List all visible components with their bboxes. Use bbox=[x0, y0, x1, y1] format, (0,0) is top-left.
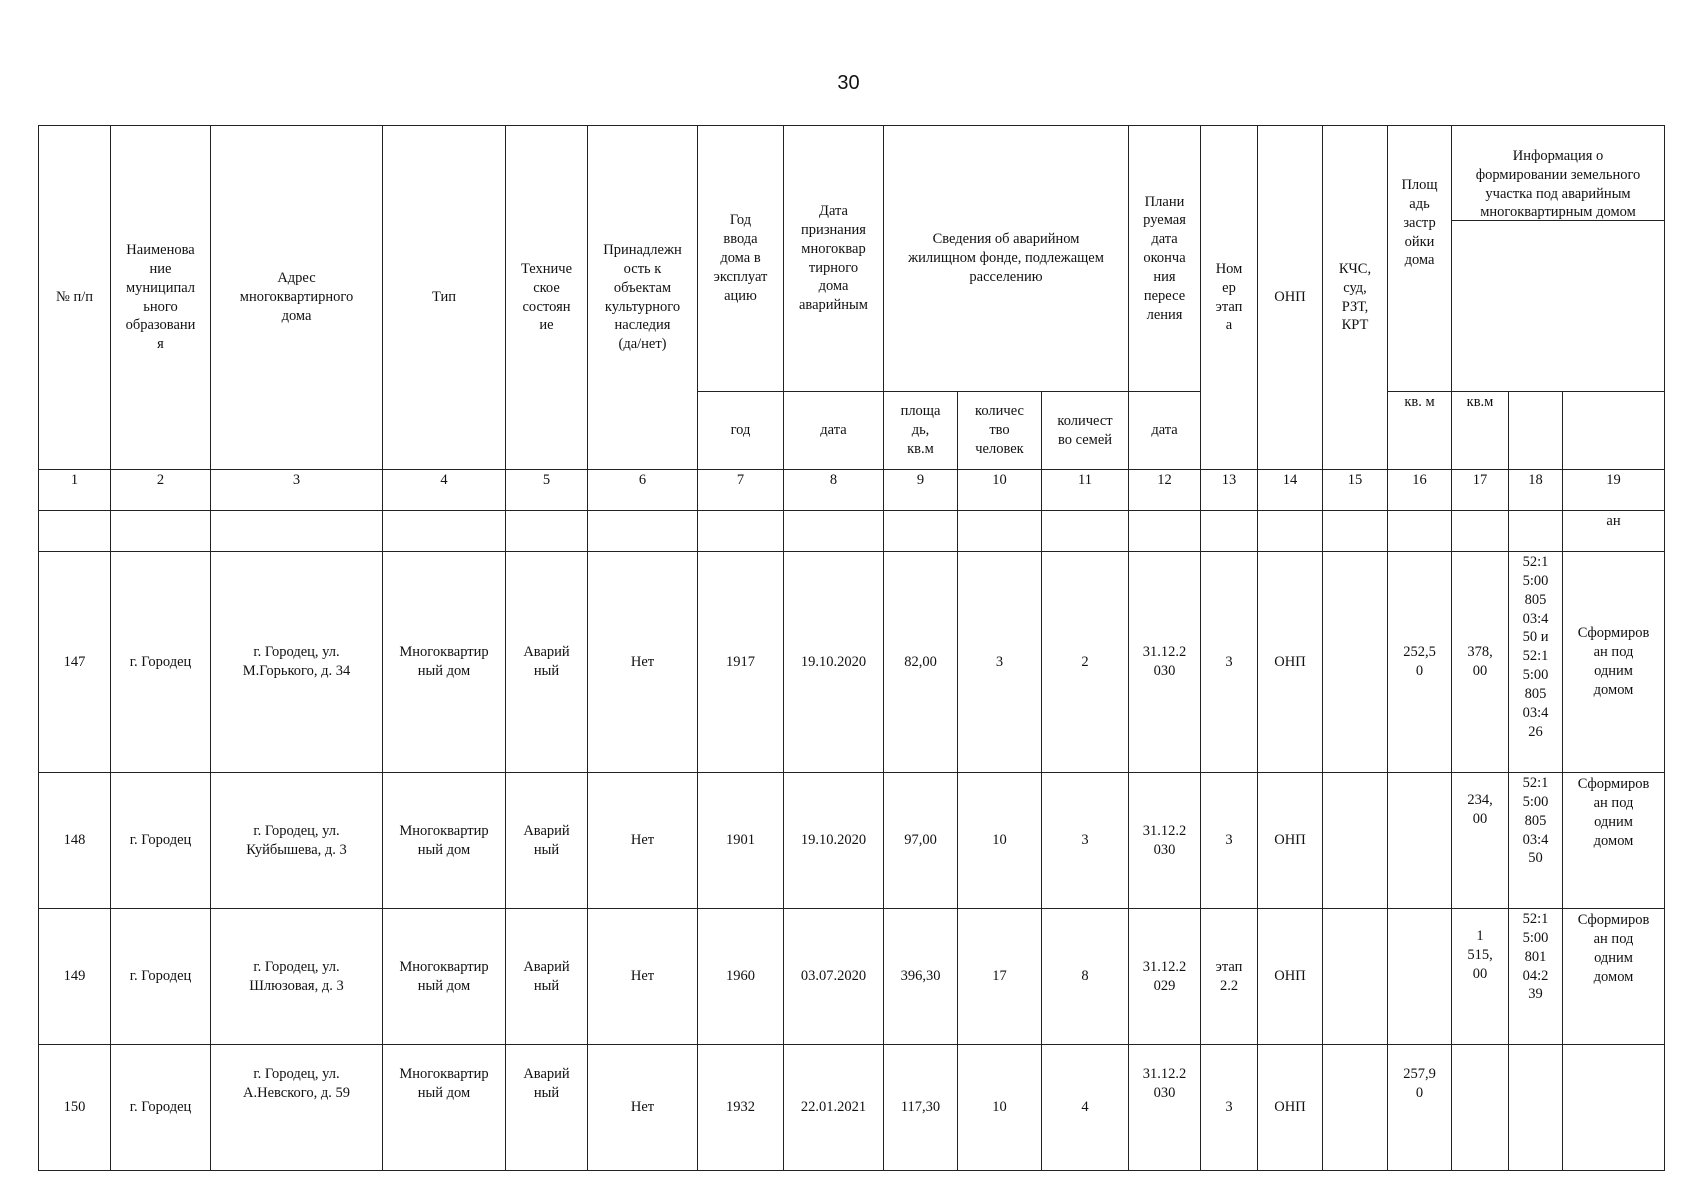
cell-num: 147 bbox=[39, 552, 111, 773]
cell-num: 150 bbox=[39, 1045, 111, 1171]
header-recognition-date: Дата признания многоквар тирного дома аварийным bbox=[784, 126, 884, 392]
header-technical-state: Техниче ское состоян ие bbox=[506, 126, 588, 470]
cell-people: 17 bbox=[958, 909, 1042, 1045]
cell-heritage: Нет bbox=[588, 773, 698, 909]
column-number: 14 bbox=[1258, 470, 1323, 511]
header-num: № п/п bbox=[39, 126, 111, 470]
cell-municipality: г. Городец bbox=[111, 773, 211, 909]
cell-heritage: Нет bbox=[588, 909, 698, 1045]
cell-end-date: 31.12.2 030 bbox=[1129, 552, 1201, 773]
cell-cadastral: 52:1 5:00 801 04:2 39 bbox=[1509, 909, 1563, 1045]
header-heritage: Принадлежн ость к объектам культурного наследия (да/нет) bbox=[588, 126, 698, 470]
header-planned-date: Плани руемая дата оконча ния пересе ления bbox=[1129, 126, 1201, 392]
cell-onp: ОНП bbox=[1258, 1045, 1323, 1171]
cell-year: 1960 bbox=[698, 909, 784, 1045]
cell-build-area: 257,9 0 bbox=[1388, 1045, 1452, 1171]
subheader-date: дата bbox=[784, 392, 884, 470]
cell-cadastral: 52:1 5:00 805 03:4 50 bbox=[1509, 773, 1563, 909]
cell-land-status: Сформиров ан под одним домом bbox=[1563, 552, 1665, 773]
cell-cadastral bbox=[1509, 1045, 1563, 1171]
subheader-placeholder-18 bbox=[1509, 392, 1563, 470]
cell-stage: 3 bbox=[1201, 1045, 1258, 1171]
cell-address: г. Городец, ул. Шлюзовая, д. 3 bbox=[211, 909, 383, 1045]
table-row bbox=[39, 909, 1665, 1045]
header-kchs: КЧС, суд, РЗТ, КРТ bbox=[1323, 126, 1388, 470]
cell-land-status: Сформиров ан под одним домом bbox=[1563, 909, 1665, 1045]
cell-land-area: 1 515, 00 bbox=[1452, 909, 1509, 1045]
column-number: 9 bbox=[884, 470, 958, 511]
cell-type: Многоквартир ный дом bbox=[383, 1045, 506, 1171]
cell-state: Аварий ный bbox=[506, 773, 588, 909]
subheader-area: площа дь, кв.м bbox=[884, 392, 958, 470]
table-row bbox=[39, 1045, 1665, 1171]
column-number: 3 bbox=[211, 470, 383, 511]
header-land-info-title: Информация о формировании земельного участка под аварийным многоквартирным домом bbox=[1452, 145, 1664, 221]
cell-num: 148 bbox=[39, 773, 111, 909]
column-number: 5 bbox=[506, 470, 588, 511]
column-number: 19 bbox=[1563, 470, 1665, 511]
column-number: 18 bbox=[1509, 470, 1563, 511]
column-number: 15 bbox=[1323, 470, 1388, 511]
cell-end-date: 31.12.2 030 bbox=[1129, 773, 1201, 909]
subheader-families: количест во семей bbox=[1042, 392, 1129, 470]
header-address: Адрес многоквартирного дома bbox=[211, 126, 383, 470]
emergency-housing-table bbox=[38, 125, 1665, 1171]
cell-year: 1901 bbox=[698, 773, 784, 909]
cell-year: 1932 bbox=[698, 1045, 784, 1171]
cell-build-area bbox=[1388, 909, 1452, 1045]
column-number: 10 bbox=[958, 470, 1042, 511]
cell-date: 19.10.2020 bbox=[784, 773, 884, 909]
subheader-people: количес тво человек bbox=[958, 392, 1042, 470]
cell-kchs bbox=[1323, 909, 1388, 1045]
cell-kchs bbox=[1323, 1045, 1388, 1171]
header-stage: Ном ер этап а bbox=[1201, 126, 1258, 470]
table-row bbox=[39, 552, 1665, 773]
header-land-info bbox=[1452, 126, 1665, 392]
column-number-row bbox=[39, 470, 1665, 511]
cell-families: 8 bbox=[1042, 909, 1129, 1045]
column-number: 12 bbox=[1129, 470, 1201, 511]
column-number: 2 bbox=[111, 470, 211, 511]
cell-type: Многоквартир ный дом bbox=[383, 909, 506, 1045]
header-onp: ОНП bbox=[1258, 126, 1323, 470]
cell-families: 3 bbox=[1042, 773, 1129, 909]
cell-municipality: г. Городец bbox=[111, 552, 211, 773]
cell-kchs bbox=[1323, 773, 1388, 909]
header-build-area: Площ адь застр ойки дома bbox=[1388, 126, 1452, 392]
cell-date: 22.01.2021 bbox=[784, 1045, 884, 1171]
cell-land-area bbox=[1452, 1045, 1509, 1171]
cell-people: 3 bbox=[958, 552, 1042, 773]
cell-people: 10 bbox=[958, 1045, 1042, 1171]
cell-num: 149 bbox=[39, 909, 111, 1045]
subheader-build-area-unit: кв. м bbox=[1388, 392, 1452, 470]
subheader-land-area-unit: кв.м bbox=[1452, 392, 1509, 470]
cell-state: Аварий ный bbox=[506, 1045, 588, 1171]
header-row bbox=[39, 126, 1665, 392]
data-rows bbox=[39, 552, 1665, 1171]
cell-heritage: Нет bbox=[588, 1045, 698, 1171]
cell-address: г. Городец, ул. А.Невского, д. 59 bbox=[211, 1045, 383, 1171]
cell-people: 10 bbox=[958, 773, 1042, 909]
table-row bbox=[39, 773, 1665, 909]
cell-families: 4 bbox=[1042, 1045, 1129, 1171]
header-year: Год ввода дома в эксплуат ацию bbox=[698, 126, 784, 392]
cell-date: 03.07.2020 bbox=[784, 909, 884, 1045]
header-housing-info: Сведения об аварийном жилищном фонде, подлежащем расселению bbox=[884, 126, 1129, 392]
column-number: 8 bbox=[784, 470, 884, 511]
cell-municipality: г. Городец bbox=[111, 909, 211, 1045]
cell-year: 1917 bbox=[698, 552, 784, 773]
cell-land-status: Сформиров ан под одним домом bbox=[1563, 773, 1665, 909]
cell-land-area: 378, 00 bbox=[1452, 552, 1509, 773]
column-number: 6 bbox=[588, 470, 698, 511]
column-number: 4 bbox=[383, 470, 506, 511]
cell-area: 117,30 bbox=[884, 1045, 958, 1171]
cell-kchs bbox=[1323, 552, 1388, 773]
page-number: 30 bbox=[837, 72, 860, 94]
cell-cadastral: 52:1 5:00 805 03:4 50 и 52:1 5:00 805 03:4 26 bbox=[1509, 552, 1563, 773]
cell-onp: ОНП bbox=[1258, 773, 1323, 909]
cell-land-area: 234, 00 bbox=[1452, 773, 1509, 909]
continuation-row bbox=[39, 511, 1665, 552]
subheader-year: год bbox=[698, 392, 784, 470]
cell-municipality: г. Городец bbox=[111, 1045, 211, 1171]
column-number: 11 bbox=[1042, 470, 1129, 511]
column-number: 16 bbox=[1388, 470, 1452, 511]
cell-stage: этап 2.2 bbox=[1201, 909, 1258, 1045]
cell-type: Многоквартир ный дом bbox=[383, 552, 506, 773]
continuation-cell: ан bbox=[1563, 511, 1665, 552]
cell-onp: ОНП bbox=[1258, 552, 1323, 773]
cell-address: г. Городец, ул. Куйбышева, д. 3 bbox=[211, 773, 383, 909]
cell-address: г. Городец, ул. М.Горького, д. 34 bbox=[211, 552, 383, 773]
cell-area: 396,30 bbox=[884, 909, 958, 1045]
subheader-planned-date: дата bbox=[1129, 392, 1201, 470]
cell-build-area bbox=[1388, 773, 1452, 909]
cell-state: Аварий ный bbox=[506, 909, 588, 1045]
column-number: 17 bbox=[1452, 470, 1509, 511]
cell-area: 97,00 bbox=[884, 773, 958, 909]
cell-land-status bbox=[1563, 1045, 1665, 1171]
cell-families: 2 bbox=[1042, 552, 1129, 773]
cell-state: Аварий ный bbox=[506, 552, 588, 773]
header-municipality: Наименова ние муниципал ьного образовани я bbox=[111, 126, 211, 470]
cell-area: 82,00 bbox=[884, 552, 958, 773]
cell-end-date: 31.12.2 029 bbox=[1129, 909, 1201, 1045]
cell-onp: ОНП bbox=[1258, 909, 1323, 1045]
cell-build-area: 252,5 0 bbox=[1388, 552, 1452, 773]
cell-heritage: Нет bbox=[588, 552, 698, 773]
cell-stage: 3 bbox=[1201, 773, 1258, 909]
cell-type: Многоквартир ный дом bbox=[383, 773, 506, 909]
cell-end-date: 31.12.2 030 bbox=[1129, 1045, 1201, 1171]
column-number: 7 bbox=[698, 470, 784, 511]
subheader-placeholder-19 bbox=[1563, 392, 1665, 470]
column-number: 1 bbox=[39, 470, 111, 511]
cell-stage: 3 bbox=[1201, 552, 1258, 773]
column-number: 13 bbox=[1201, 470, 1258, 511]
cell-date: 19.10.2020 bbox=[784, 552, 884, 773]
header-type: Тип bbox=[383, 126, 506, 470]
